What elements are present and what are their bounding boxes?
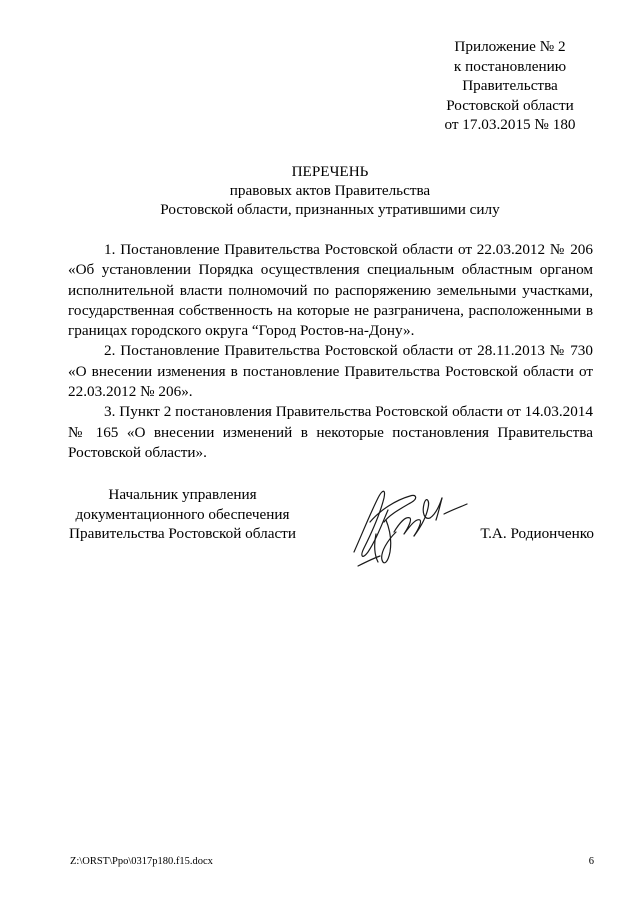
appendix-line: Правительства bbox=[462, 77, 558, 94]
position-line: Начальник управления bbox=[108, 486, 257, 503]
acts-list bbox=[68, 240, 593, 463]
page-number: 6 bbox=[588, 856, 594, 867]
handwritten-signature bbox=[340, 474, 470, 584]
title-heading: ПЕРЕЧЕНЬ bbox=[291, 163, 369, 180]
appendix-line: к постановлению bbox=[453, 57, 567, 75]
title-line: Ростовской области, признанных утратившими силу bbox=[160, 201, 500, 218]
document-title bbox=[60, 162, 600, 219]
appendix-line: Ростовской области bbox=[446, 96, 574, 114]
appendix-header bbox=[420, 37, 600, 135]
title-line: правовых актов Правительства bbox=[229, 182, 431, 199]
signatory-position bbox=[60, 485, 305, 544]
appendix-line: Приложение № 2 bbox=[454, 38, 566, 55]
appendix-line: от 17.03.2015 № 180 bbox=[444, 116, 576, 133]
list-item: 1. Постановление Правительства Ростовской области от 22.03.2012 № 206 «Об установлении Порядка осуществления специальным областным органом исполнительной власти полномочий по распоряжению земельными участками, государственная собственность на которые не разграничена, расположенными в границах городского округа “Город Ростов-на-Дону». bbox=[68, 241, 593, 340]
list-item: 2. Постановление Правительства Ростовской области от 28.11.2013 № 730 «О внесении изменения в постановление Правительства Ростовской области от 22.03.2012 № 206». bbox=[68, 342, 593, 401]
footer-file-path: Z:\ORST\Ppo\0317p180.f15.docx bbox=[70, 856, 213, 867]
position-line: Правительства Ростовской области bbox=[69, 525, 296, 542]
position-line: документационного обеспечения bbox=[75, 505, 290, 523]
signatory-name: Т.А. Родионченко bbox=[480, 525, 594, 542]
list-item: 3. Пункт 2 постановления Правительства Ростовской области от 14.03.2014 № 165 «О внесении изменений в некоторые постановления Правительства Ростовской области». bbox=[68, 403, 593, 461]
